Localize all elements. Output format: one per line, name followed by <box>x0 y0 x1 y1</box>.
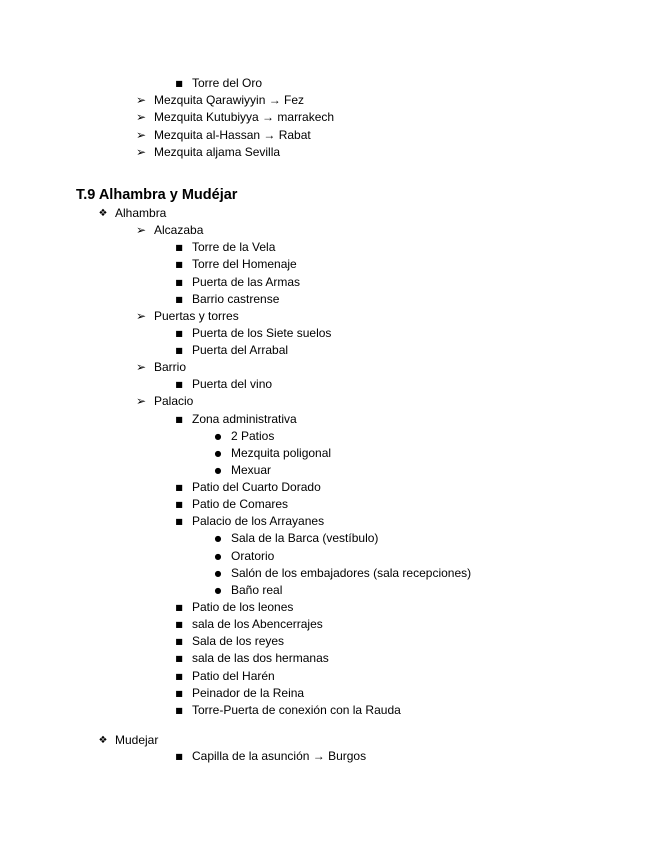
list-item <box>0 445 655 462</box>
list-item-text: Mezquita aljama Sevilla <box>154 144 281 159</box>
list-item-text: Mezquita Kutubiyya → marrakech <box>154 110 335 125</box>
list-item <box>0 325 655 342</box>
bullet-icon: ● <box>214 585 222 595</box>
bullet-icon: ➢ <box>135 93 147 108</box>
list-item-text: Mexuar <box>231 462 272 477</box>
list-item-text: Peinador de la Reina <box>192 685 305 700</box>
list-item-text: Palacio <box>154 394 194 409</box>
list-item <box>0 342 655 359</box>
list-item-text: Mezquita poligonal <box>231 445 332 460</box>
bullet-icon: ➢ <box>135 144 147 159</box>
list-item <box>0 479 655 496</box>
list-item-text: Baño real <box>231 582 283 597</box>
list-item <box>0 205 655 222</box>
list-item <box>0 599 655 616</box>
bullet-icon: ■ <box>175 637 183 647</box>
list-item <box>0 732 655 749</box>
list-item <box>0 411 655 428</box>
bullet-icon: ■ <box>175 243 183 253</box>
list-item-text: Palacio de los Arrayanes <box>192 514 325 529</box>
list-item-text: Alhambra <box>115 206 167 220</box>
list-item <box>0 144 655 161</box>
list-item <box>0 548 655 565</box>
list-item-text: Torre de la Vela <box>192 240 276 255</box>
bullet-icon: ● <box>214 568 222 578</box>
list-item-text: Capilla de la asunción → Burgos <box>192 749 367 763</box>
bullet-icon: ❖ <box>98 735 108 746</box>
list-item-text: 2 Patios <box>231 428 275 443</box>
bullet-icon: ➢ <box>135 127 147 142</box>
bullet-icon: ■ <box>175 752 183 761</box>
section-heading: T.9 Alhambra y Mudéjar <box>76 187 238 203</box>
list-item-text: Patio del Cuarto Dorado <box>192 480 321 495</box>
bullet-icon: ■ <box>175 328 183 338</box>
list-item-text: sala de las dos hermanas <box>192 651 329 666</box>
bullet-icon: ■ <box>175 602 183 612</box>
list-item-text: Oratorio <box>231 548 275 563</box>
bullet-icon: ■ <box>175 277 183 287</box>
bullet-icon: ● <box>214 431 222 441</box>
list-item-text: Sala de la Barca (vestíbulo) <box>231 531 379 546</box>
list-item <box>0 256 655 273</box>
list-item <box>0 393 655 410</box>
list-item <box>0 359 655 376</box>
bullet-icon: ➢ <box>135 394 147 409</box>
list-item-text: Patio de Comares <box>192 497 289 512</box>
list-item-text: Puerta del Arrabal <box>192 343 289 358</box>
list-item <box>0 702 655 719</box>
list-item-text: Alcazaba <box>154 223 204 238</box>
bullet-icon: ■ <box>175 79 183 88</box>
bullet-icon: ➢ <box>135 308 147 323</box>
list-item-text: Puerta del vino <box>192 377 273 392</box>
list-item-text: Patio de los leones <box>192 599 294 614</box>
list-item <box>0 376 655 393</box>
list-item <box>0 222 655 239</box>
list-item <box>0 109 655 126</box>
list-item <box>0 127 655 144</box>
list-item-text: Mezquita al-Hassan → Rabat <box>154 127 311 142</box>
list-item <box>0 685 655 702</box>
bullet-icon: ■ <box>175 620 183 630</box>
list-item <box>0 616 655 633</box>
list-item-text: Barrio castrense <box>192 291 280 306</box>
list-item-text: Patio del Harén <box>192 668 275 683</box>
list-item-text: Sala de los reyes <box>192 634 285 649</box>
bullet-icon: ■ <box>175 654 183 664</box>
bullet-icon: ➢ <box>135 110 147 125</box>
list-item <box>0 650 655 667</box>
bullet-icon: ● <box>214 534 222 544</box>
bullet-icon: ■ <box>175 260 183 270</box>
list-item-text: Barrio <box>154 360 187 375</box>
list-item-text: Torre-Puerta de conexión con la Rauda <box>192 702 401 717</box>
bullet-icon: ● <box>214 551 222 561</box>
list-item <box>0 748 655 765</box>
bullet-icon: ■ <box>175 346 183 356</box>
list-item <box>0 513 655 530</box>
bullet-icon: ■ <box>175 294 183 304</box>
list-item-text: Mudejar <box>115 733 159 747</box>
list-item-text: Puerta de los Siete suelos <box>192 325 332 340</box>
bullet-icon: ■ <box>175 483 183 493</box>
bullet-icon: ❖ <box>98 208 108 219</box>
list-item-text: Zona administrativa <box>192 411 297 426</box>
bullet-icon: ■ <box>175 671 183 681</box>
list-item <box>0 668 655 685</box>
list-item <box>0 428 655 445</box>
list-item <box>0 530 655 547</box>
list-item <box>0 496 655 513</box>
list-item <box>0 291 655 308</box>
list-item <box>0 582 655 599</box>
list-item-text: sala de los Abencerrajes <box>192 617 323 632</box>
bullet-icon: ● <box>214 465 222 475</box>
list-item <box>0 274 655 291</box>
list-item-text: Puerta de las Armas <box>192 274 301 289</box>
list-item-text: Torre del Homenaje <box>192 257 297 272</box>
bullet-icon: ■ <box>175 705 183 715</box>
bullet-icon: ■ <box>175 688 183 698</box>
list-item <box>0 633 655 650</box>
list-item <box>0 239 655 256</box>
list-item-text: Mezquita Qarawiyyin → Fez <box>154 93 305 108</box>
bullet-icon: ● <box>214 448 222 458</box>
bullet-icon: ■ <box>175 380 183 390</box>
list-item <box>0 565 655 582</box>
list-item <box>0 92 655 109</box>
bullet-icon: ➢ <box>135 360 147 375</box>
bullet-icon: ■ <box>175 500 183 510</box>
list-item <box>0 308 655 325</box>
list-item-text: Puertas y torres <box>154 308 239 323</box>
list-item <box>0 462 655 479</box>
bullet-icon: ➢ <box>135 223 147 238</box>
bullet-icon: ■ <box>175 517 183 527</box>
list-item <box>0 75 655 92</box>
list-item-text: Salón de los embajadores (sala recepciones) <box>231 565 472 580</box>
bullet-icon: ■ <box>175 414 183 424</box>
list-item-text: Torre del Oro <box>192 76 263 90</box>
